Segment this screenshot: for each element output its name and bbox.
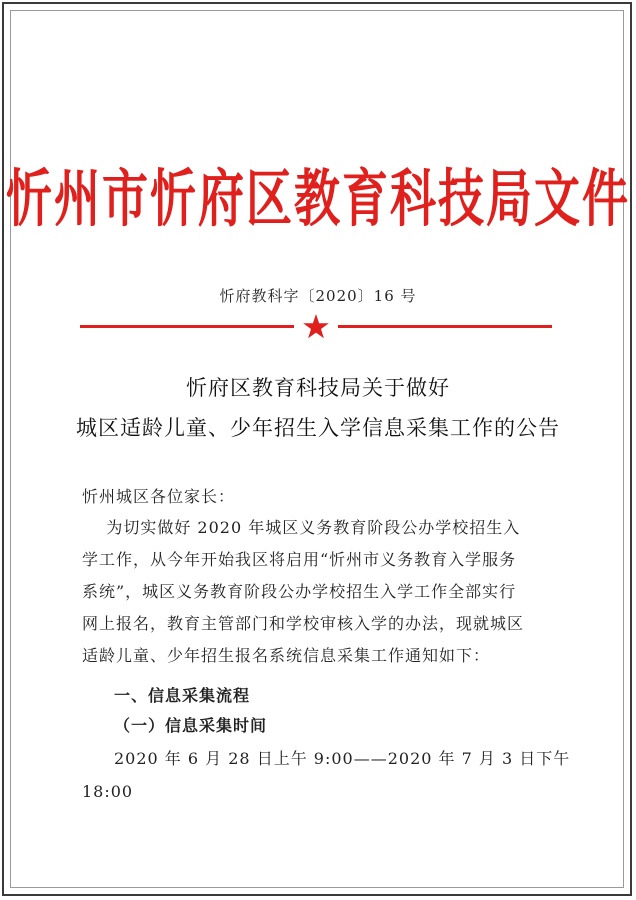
paragraph-line: 学工作，从今年开始我区将启用“忻州市义务教育入学服务	[82, 550, 517, 569]
paragraph-line: 系统”，城区义务教育阶段公办学校招生入学工作全部实行	[82, 582, 517, 601]
collection-time-line: 2020 年 6 月 28 日上午 9:00——2020 年 7 月 3 日下午	[114, 749, 571, 768]
paragraph-line: 为切实做好 2020 年城区义务教育阶段公办学校招生入	[82, 518, 521, 537]
notice-title-line-2: 城区适龄儿童、少年招生入学信息采集工作的公告	[76, 416, 560, 440]
section-heading: 一、信息采集流程	[114, 686, 251, 705]
divider-line-right	[338, 325, 552, 328]
collection-time-end: 18:00	[82, 782, 134, 801]
paragraph-line: 网上报名，教育主管部门和学校审核入学的办法，现就城区	[82, 614, 525, 633]
document-number: 忻府教科字〔2020〕16 号	[219, 287, 417, 305]
salutation: 忻州城区各位家长：	[82, 487, 236, 506]
paragraph-line: 适龄儿童、少年招生报名系统信息采集工作通知如下：	[82, 646, 491, 665]
subsection-heading: （一）信息采集时间	[114, 716, 268, 735]
star-icon	[302, 313, 330, 341]
notice-title-line-1: 忻府区教育科技局关于做好	[186, 376, 450, 400]
divider-line-left	[80, 325, 294, 328]
body-paragraph	[82, 512, 524, 672]
red-divider	[80, 313, 552, 341]
agency-title: 忻州市忻府区教育科技局文件	[6, 162, 630, 236]
